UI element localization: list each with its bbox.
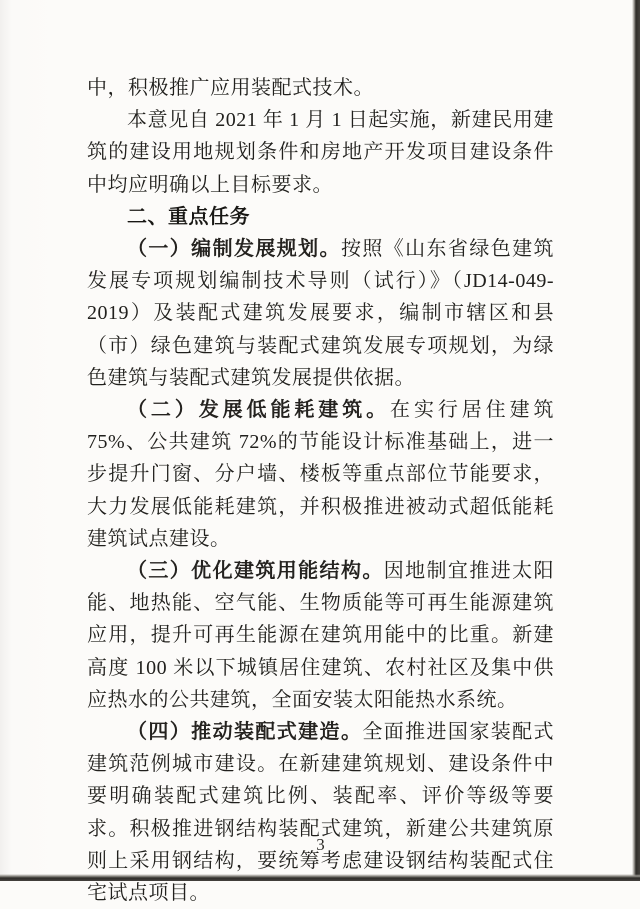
scan-shadow-bottom-edge (0, 874, 640, 881)
item-title: （三）优化建筑用能结构。 (127, 560, 384, 583)
page-number: 3 (316, 835, 325, 854)
text-run: 全面推进国家装配式建筑范例城市建设。在新建建筑规划、建设条件中要明确装配式建筑比例、装配率、评价等级等要求。积极推进钢结构装配式建筑，新建公共建筑原则上采用钢结构，要统筹考虑建设钢结构装配式住宅试点项目。 (87, 721, 555, 905)
text-run: 因地制宜推进太阳能、地热能、空气能、生物质能等可再生能源建筑应用，提升可再生能源在建筑用能中的比重。新建高度 100 米以下城镇居住建筑、农村社区及集中供应热水的公共建筑，全面安装太阳能热水系统。 (87, 560, 555, 711)
paragraph (87, 394, 554, 555)
text-run: 在实行居住建筑 75%、公共建筑 72%的节能设计标准基础上，进一步提升门窗、分户墙、楼板等重点部位节能要求，大力发展低能耗建筑，并积极推进被动式超低能耗建筑试点建设。 (87, 399, 555, 550)
paragraph (87, 72, 554, 104)
paragraph (87, 233, 554, 394)
item-title: （二）发展低能耗建筑。 (127, 399, 391, 422)
paragraph (87, 104, 554, 201)
scan-shadow-right-edge (632, 0, 640, 881)
text-run: 中，积极推广应用装配式技术。 (87, 77, 374, 99)
item-title: （四）推动装配式建造。 (127, 721, 363, 744)
text-run: 二、重点任务 (127, 205, 250, 228)
text-run: 本意见自 2021 年 1 月 1 日起实施，新建民用建筑的建设用地规划条件和房地产开发项目建设条件中均应明确以上目标要求。 (87, 109, 554, 196)
paragraph (87, 555, 554, 716)
document-body (87, 72, 554, 909)
text-run: 按照《山东省绿色建筑发展专项规划编制技术导则（试行）》（JD14-049-2019）及装配式建筑发展要求，编制市辖区和县（市）绿色建筑与装配式建筑发展专项规划，为绿色建筑与装配式建筑发展提供依据。 (87, 238, 555, 389)
section-heading (87, 201, 554, 233)
item-title: （一）编制发展规划。 (127, 238, 341, 261)
